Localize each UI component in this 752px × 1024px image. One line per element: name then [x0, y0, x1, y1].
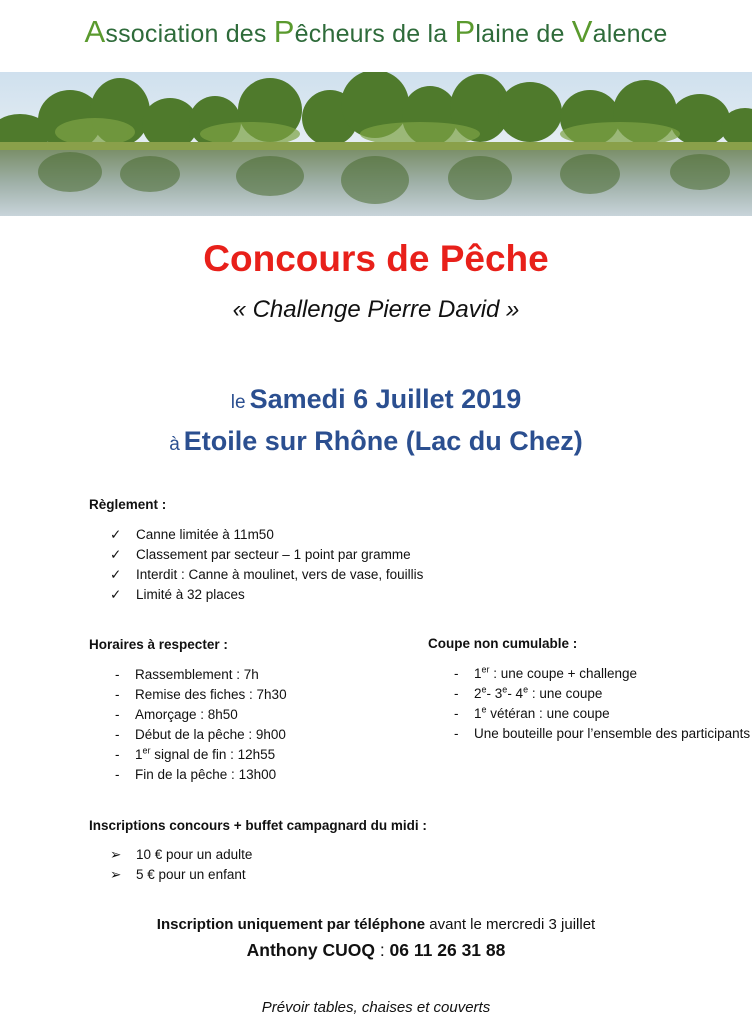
assoc-word-3: laine de: [475, 20, 572, 48]
dash-icon: -: [115, 707, 120, 722]
check-icon: ✓: [110, 567, 122, 582]
list-item: ➢ 5 € pour un enfant: [110, 865, 252, 885]
phone-number: 06 11 26 31 88: [389, 940, 506, 960]
list-item: - 1er : une coupe + challenge: [428, 664, 684, 684]
reglement-list: [110, 525, 423, 605]
dash-icon: -: [454, 666, 459, 681]
dash-icon: -: [115, 767, 120, 782]
dash-icon: -: [454, 706, 459, 721]
place-value: Etoile sur Rhône (Lac du Chez): [183, 426, 583, 456]
arrow-icon: ➢: [110, 867, 122, 882]
horaires-title: Horaires à respecter :: [89, 637, 228, 652]
list-item: ✓ Limité à 32 places: [110, 585, 423, 605]
dash-icon: -: [115, 667, 120, 682]
footer-note: Prévoir tables, chaises et couverts: [261, 999, 491, 1016]
inscriptions-list: [110, 845, 252, 885]
assoc-initial-2: P: [273, 14, 295, 49]
assoc-word-4: alence: [592, 20, 668, 48]
assoc-initial-4: V: [571, 14, 593, 49]
lake-banner-image: [0, 72, 752, 216]
list-item: - Amorçage : 8h50: [89, 705, 287, 725]
inscription-note: [0, 916, 752, 933]
list-item: - Remise des fiches : 7h30: [89, 685, 287, 705]
coupe-list: [428, 664, 751, 744]
inscription-note-bold: Inscription uniquement par téléphone: [156, 916, 426, 933]
list-item: ✓ Canne limitée à 11m50: [110, 525, 423, 545]
coupe-title: Coupe non cumulable :: [428, 636, 578, 651]
dash-icon: -: [115, 687, 120, 702]
inscriptions-title: Inscriptions concours + buffet campagnard du midi :: [89, 818, 427, 833]
list-item: - 1e vétéran : une coupe: [428, 704, 684, 724]
dash-icon: -: [115, 727, 120, 742]
place-prefix: à: [169, 434, 180, 455]
assoc-initial-1: A: [84, 14, 106, 49]
list-item: - 1er signal de fin : 12h55: [89, 745, 287, 765]
assoc-initial-3: P: [454, 14, 476, 49]
contact-phone: [0, 940, 752, 961]
reglement-title: Règlement :: [89, 497, 167, 512]
page-title: Concours de Pêche: [203, 238, 549, 279]
contact-separator: :: [374, 940, 390, 960]
list-item: ✓ Classement par secteur – 1 point par gramme: [110, 545, 423, 565]
check-icon: ✓: [110, 527, 122, 542]
contact-name: Anthony CUOQ: [246, 940, 375, 960]
list-item: - Début de la pêche : 9h00: [89, 725, 287, 745]
check-icon: ✓: [110, 587, 122, 602]
date-prefix: le: [230, 392, 246, 413]
date-value: Samedi 6 Juillet 2019: [249, 384, 522, 414]
check-icon: ✓: [110, 547, 122, 562]
list-item: - Une bouteille pour l’ensemble des participants: [428, 724, 684, 744]
assoc-word-2: êcheurs de la: [294, 20, 455, 48]
arrow-icon: ➢: [110, 847, 122, 862]
list-item: - Rassemblement : 7h: [89, 665, 287, 685]
assoc-word-1: ssociation des: [105, 20, 274, 48]
list-item: - Fin de la pêche : 13h00: [89, 765, 287, 785]
subtitle: « Challenge Pierre David »: [232, 296, 520, 323]
dash-icon: -: [454, 686, 459, 701]
list-item: ➢ 10 € pour un adulte: [110, 845, 252, 865]
horaires-list: [89, 665, 287, 785]
dash-icon: -: [115, 747, 120, 762]
list-item: ✓ Interdit : Canne à moulinet, vers de vase, fouillis: [110, 565, 423, 585]
dash-icon: -: [454, 726, 459, 741]
event-place: [0, 426, 752, 457]
list-item: - 2e- 3e- 4e : une coupe: [428, 684, 684, 704]
inscription-note-deadline: avant le mercredi 3 juillet: [425, 916, 596, 933]
association-name: [0, 14, 752, 50]
event-date: [0, 384, 752, 415]
